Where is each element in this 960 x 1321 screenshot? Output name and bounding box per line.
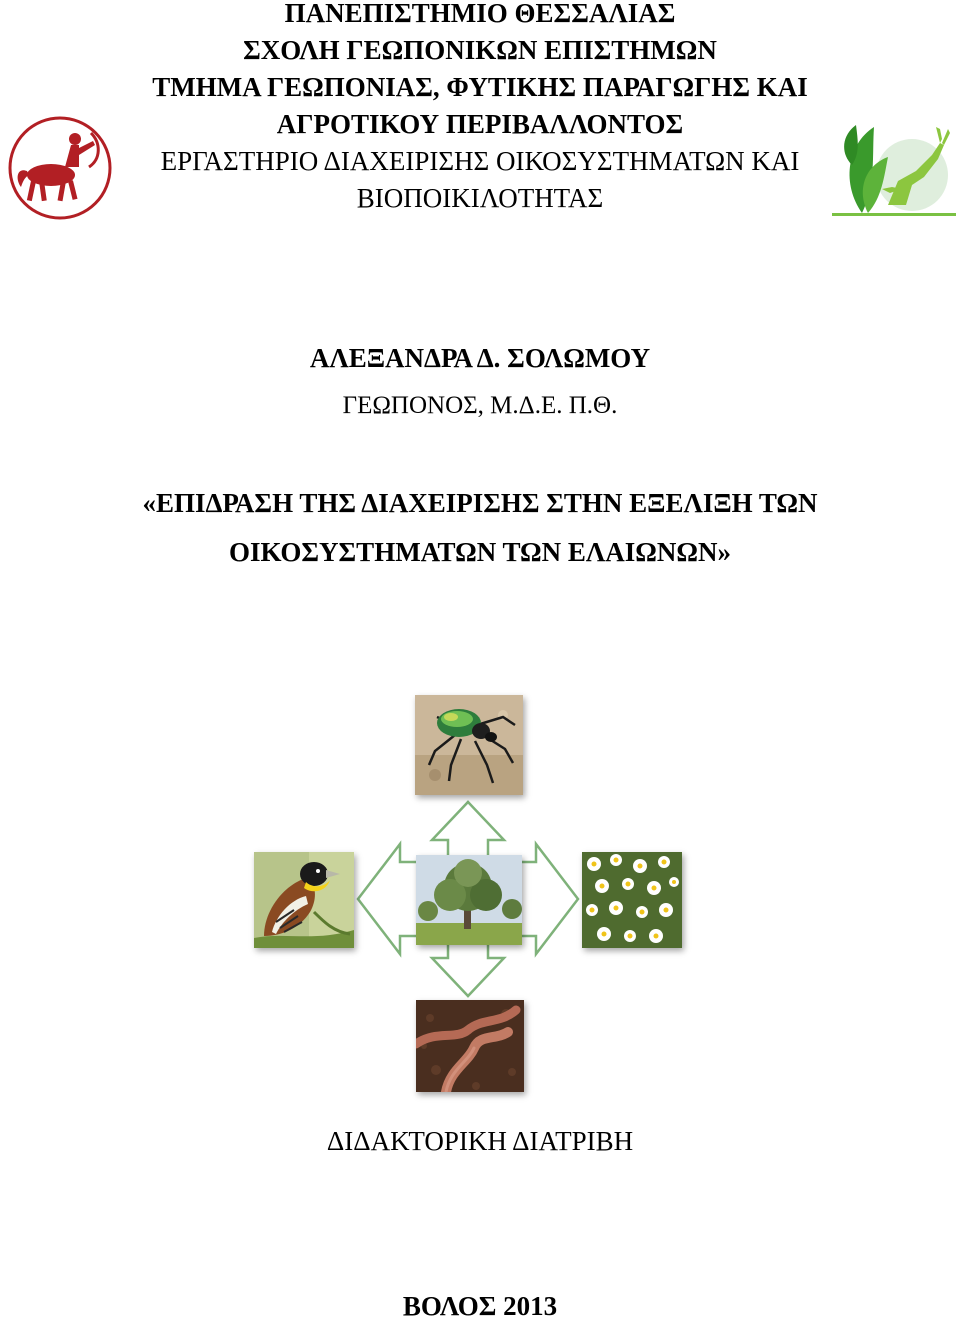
- school-name: ΣΧΟΛΗ ΓΕΩΠΟΝΙΚΩΝ ΕΠΙΣΤΗΜΩΝ: [243, 35, 717, 65]
- department-name-line2: ΑΓΡΟΤΙΚΟΥ ΠΕΡΙΒΑΛΛΟΝΤΟΣ: [276, 109, 684, 139]
- chamomile-flowers-photo: [582, 852, 682, 948]
- beetle-photo: [415, 695, 523, 795]
- department-name-line1: ΤΜΗΜΑ ΓΕΩΠΟΝΙΑΣ, ΦΥΤΙΚΗΣ ΠΑΡΑΓΩΓΗΣ ΚΑΙ: [152, 72, 808, 102]
- laboratory-name-line1: ΕΡΓΑΣΤΗΡΙΟ ΔΙΑΧΕΙΡΙΣΗΣ ΟΙΚΟΣΥΣΤΗΜΑΤΩΝ ΚΑΙ: [160, 146, 800, 176]
- document-type: ΔΙΔΑΚΤΟΡΙΚΗ ΔΙΑΤΡΙΒΗ: [326, 1126, 634, 1156]
- olive-tree-photo: [416, 855, 522, 945]
- thesis-title-line2: ΟΙΚΟΣΥΣΤΗΜΑΤΩΝ ΤΩΝ ΕΛΑΙΩΝΩΝ»: [229, 537, 731, 567]
- author-degree: ΓΕΩΠΟΝΟΣ, Μ.Δ.Ε. Π.Θ.: [342, 392, 618, 419]
- place-and-year: ΒΟΛΟΣ 2013: [402, 1291, 558, 1321]
- laboratory-name-line2: ΒΙΟΠΟΙΚΙΛΟΤΗΤΑΣ: [356, 183, 604, 213]
- university-name: ΠΑΝΕΠΙΣΤΗΜΙΟ ΘΕΣΣΑΛΙΑΣ: [284, 0, 676, 28]
- laboratory-leaf-deer-logo: [832, 105, 958, 217]
- university-centaur-logo: [5, 115, 115, 221]
- bird-photo: [254, 852, 354, 948]
- thesis-title-line1: «ΕΠΙΔΡΑΣΗ ΤΗΣ ΔΙΑΧΕΙΡΙΣΗΣ ΣΤΗΝ ΕΞΕΛΙΞΗ ΤΩΝ: [142, 488, 818, 518]
- earthworm-photo: [416, 1000, 524, 1092]
- author-name: ΑΛΕΞΑΝΔΡΑ Δ. ΣΟΛΩΜΟΥ: [309, 343, 651, 373]
